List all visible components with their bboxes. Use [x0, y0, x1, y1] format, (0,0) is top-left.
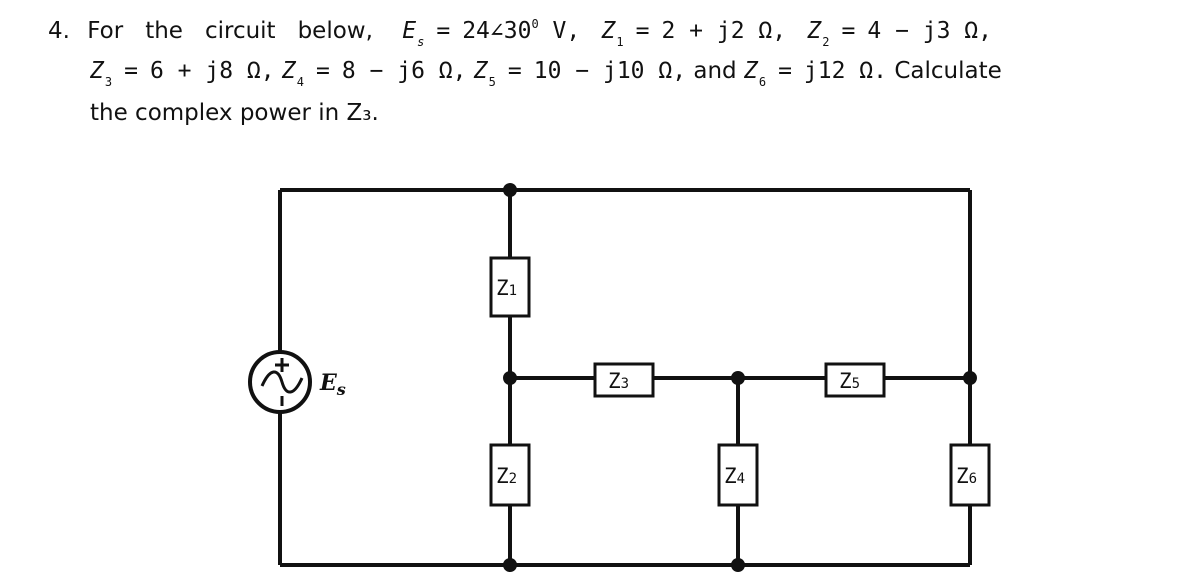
node [503, 558, 517, 572]
impedance-z2 [491, 445, 529, 505]
svg-text:Z1: Z1 [496, 276, 518, 300]
given-z6: $Z_6 = j12$ Ω. [743, 58, 888, 89]
impedance-z6 [951, 445, 989, 505]
intro-word: the [145, 18, 183, 44]
impedance-z4 [719, 445, 757, 505]
node [963, 371, 977, 385]
given-z1: $Z_1 = 2 + j2$ Ω, [601, 18, 787, 49]
ac-voltage-source [250, 352, 310, 412]
svg-text:Z2: Z2 [496, 464, 518, 488]
impedance-z3 [595, 364, 653, 396]
impedance-z1 [491, 258, 529, 316]
svg-text:Z5: Z5 [839, 369, 861, 393]
node [731, 558, 745, 572]
svg-text:Z3: Z3 [608, 369, 630, 393]
node [503, 183, 517, 197]
intro-word: For [87, 18, 124, 44]
source-label: $E_s$ [320, 370, 346, 399]
given-z4: $Z_4 = 8 - j6$ Ω, [281, 58, 467, 89]
given-es: $E_s$ = $24\angle 30^0$ V, [402, 17, 581, 49]
given-z5: $Z_5 = 10 - j10$ Ω, [473, 58, 687, 89]
problem-number: 4. [48, 18, 70, 44]
node [503, 371, 517, 385]
ending-word: Calculate [894, 58, 1002, 84]
node [731, 371, 745, 385]
impedance-z5 [826, 364, 884, 396]
intro-word: below, [297, 18, 373, 44]
and-word: and [693, 58, 737, 84]
svg-text:Z6: Z6 [956, 464, 978, 488]
svg-text:Z4: Z4 [724, 464, 746, 488]
given-z2: $Z_2 = 4 - j3$ Ω, [807, 18, 992, 49]
given-z3: $Z_3 = 6 + j8$ Ω, [90, 58, 275, 89]
problem-line-3: the complex power in Z₃. [90, 100, 379, 126]
intro-word: circuit [204, 18, 276, 44]
